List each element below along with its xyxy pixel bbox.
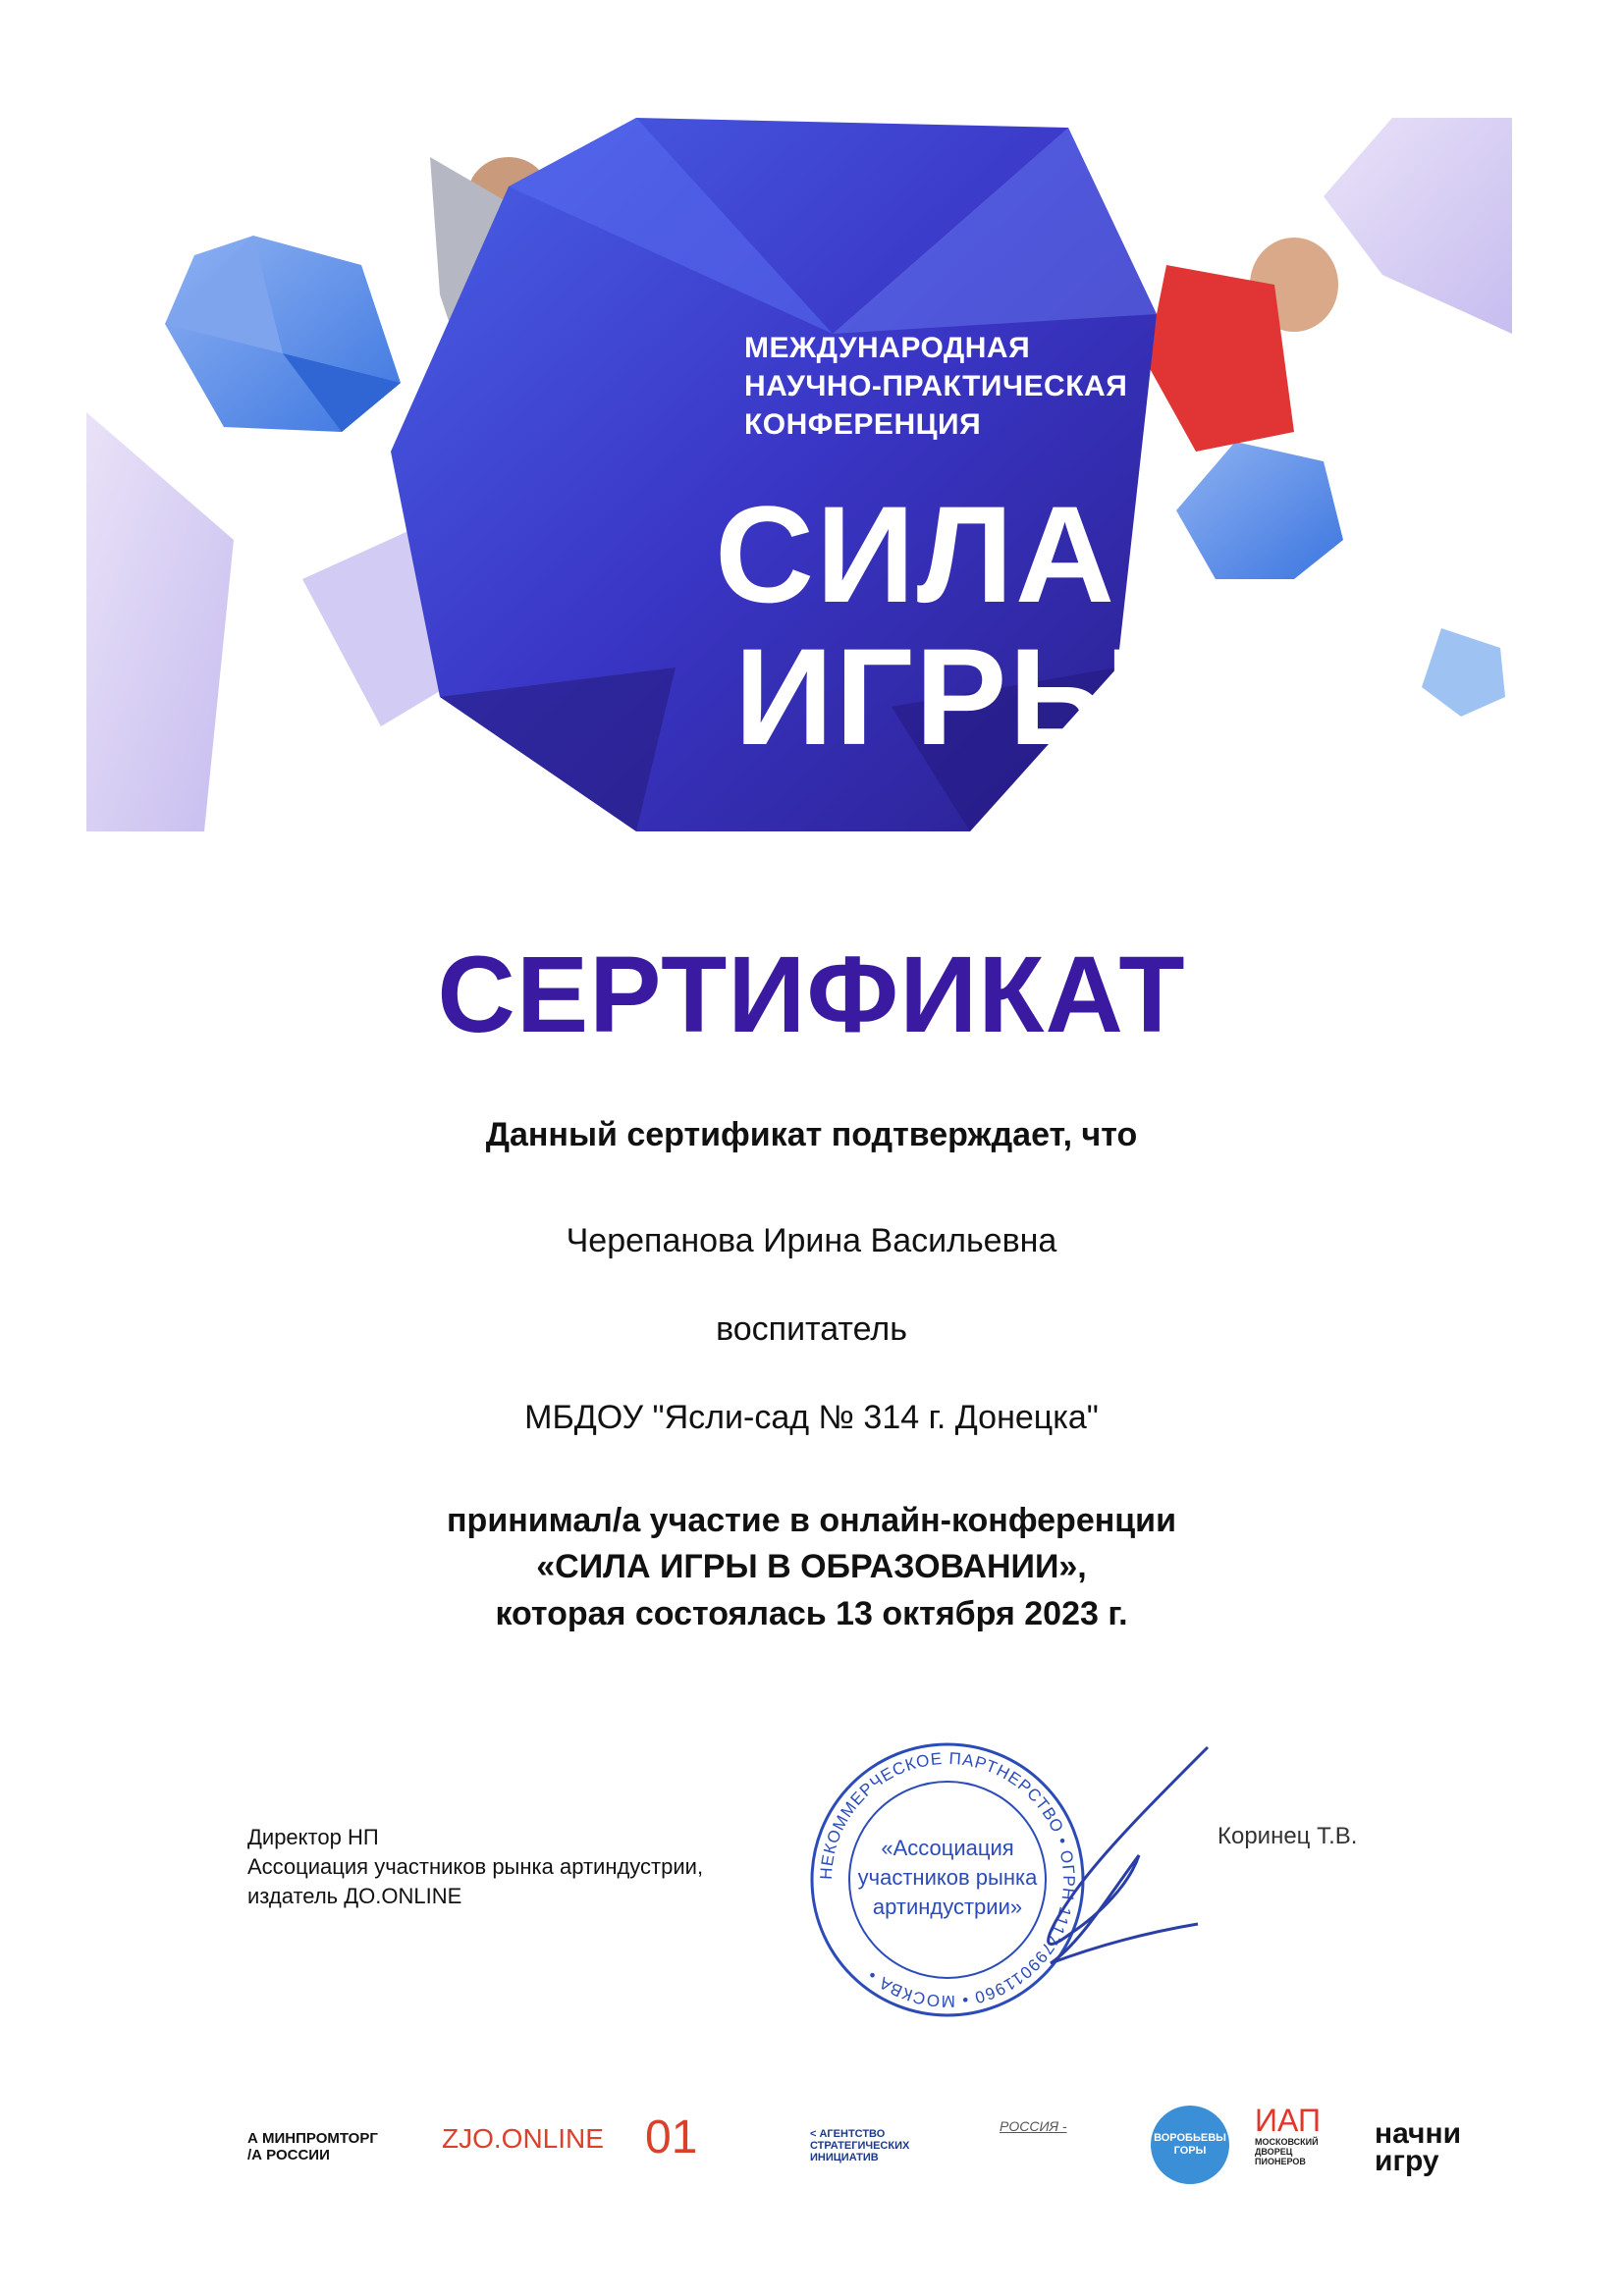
zjo-online-logo: ZJO.ONLINE	[442, 2123, 604, 2154]
banner-subtitle	[744, 329, 1127, 444]
participation-line-3: которая состоялась 13 октября 2023 г.	[495, 1595, 1128, 1632]
iap-line: ДВОРЕЦ	[1255, 2147, 1293, 2157]
participation-line-1: принимал/а участие в онлайн-конференции	[447, 1502, 1176, 1539]
asi-line: < АГЕНТСТВО	[810, 2128, 886, 2140]
participation-line-2: «СИЛА ИГРЫ В ОБРАЗОВАНИИ»,	[536, 1548, 1087, 1585]
asi-logo	[810, 2128, 909, 2163]
minpromtorg-logo	[247, 2130, 378, 2163]
vg-line: ВОРОБЬЕВЫ	[1154, 2132, 1226, 2144]
minpromtorg-line: /А РОССИИ	[247, 2147, 330, 2163]
signatory-line: Директор НП	[247, 1825, 379, 1849]
banner-title-line-2: ИГРЫ	[734, 619, 1146, 774]
signatory-line: Ассоциация участников рынка артиндустрии,	[247, 1854, 704, 1879]
asi-line: ИНИЦИАТИВ	[810, 2152, 879, 2163]
banner-subtitle-line: НАУЧНО-ПРАКТИЧЕСКАЯ	[744, 370, 1128, 402]
iap-line: МОСКОВСКИЙ	[1255, 2137, 1319, 2147]
signer-name: Коринец Т.В.	[1217, 1823, 1358, 1849]
nachni-line: начни	[1375, 2117, 1462, 2150]
recipient-position: воспитатель	[716, 1310, 907, 1348]
banner-subtitle-line: КОНФЕРЕНЦИЯ	[744, 408, 982, 441]
banner-subtitle-line: МЕЖДУНАРОДНАЯ	[744, 332, 1031, 364]
signature-stroke	[1049, 1747, 1208, 1963]
minpromtorg-line: А МИНПРОМТОРГ	[247, 2130, 378, 2147]
nachni-line: игру	[1375, 2145, 1439, 2177]
russia-logo: РОССИЯ -	[1000, 2118, 1067, 2134]
handwritten-signature	[1011, 1737, 1237, 1973]
iap-logo	[1255, 2104, 1321, 2166]
banner	[86, 118, 1512, 831]
certificate-title: СЕРТИФИКАТ	[437, 934, 1186, 1055]
vorobyovy-gory-logo	[1151, 2106, 1229, 2184]
confirms-text: Данный сертификат подтверждает, что	[485, 1116, 1138, 1153]
seal-center-line: «Ассоциация	[881, 1836, 1014, 1860]
recipient-organization: МБДОУ "Ясли-сад № 314 г. Донецка"	[524, 1399, 1099, 1436]
seal-center-line: артиндустрии»	[872, 1895, 1023, 1919]
iap-title: ИАП	[1255, 2103, 1321, 2138]
vg-line: ГОРЫ	[1173, 2145, 1207, 2157]
o1-logo: 01	[645, 2111, 698, 2163]
banner-title-line-1: СИЛА	[715, 477, 1117, 631]
asi-line: СТРАТЕГИЧЕСКИХ	[810, 2140, 910, 2152]
seal-ring-text: НЕКОММЕРЧЕСКОЕ ПАРТНЕРСТВО • ОГРН 1117799011960 • МОСКВА •	[816, 1748, 1079, 2011]
signatory-block	[247, 1823, 703, 1911]
recipient-name: Черепанова Ирина Васильевна	[566, 1222, 1057, 1259]
seal-center-line: участников рынка	[857, 1865, 1038, 1890]
nachni-igru-logo	[1375, 2117, 1462, 2177]
iap-line: ПИОНЕРОВ	[1255, 2157, 1306, 2166]
signatory-line: издатель ДО.ONLINE	[247, 1884, 462, 1908]
